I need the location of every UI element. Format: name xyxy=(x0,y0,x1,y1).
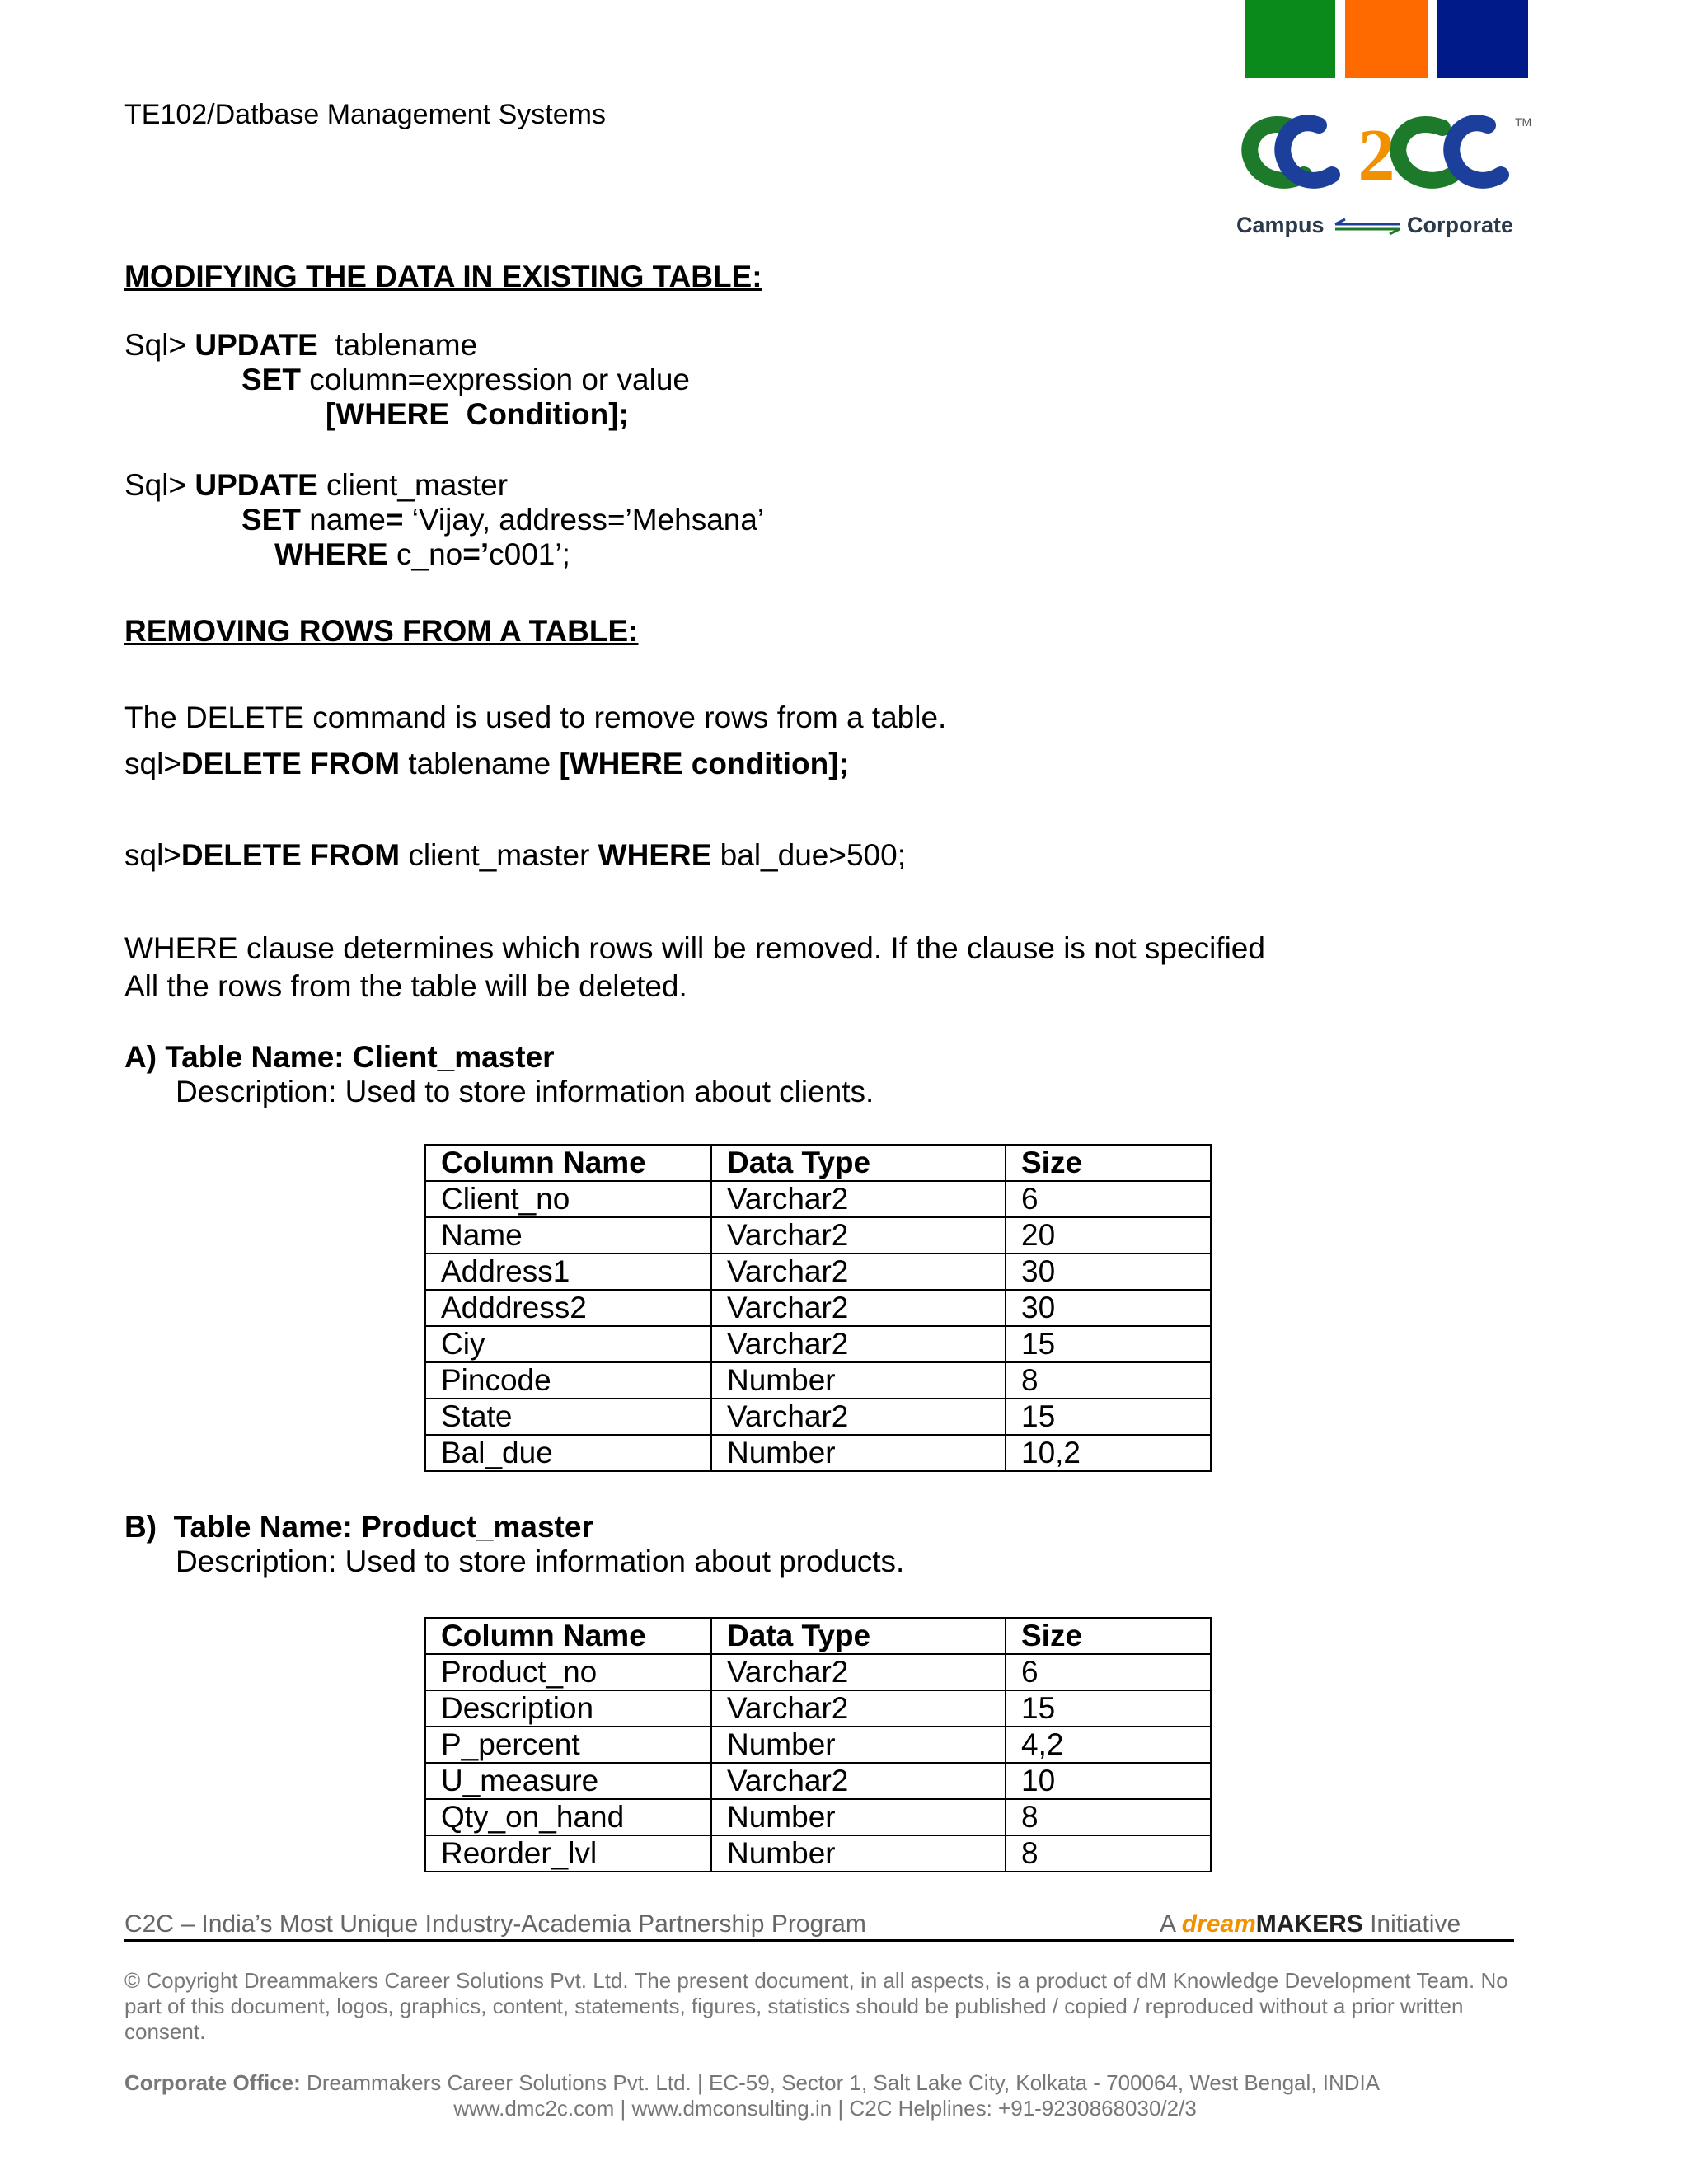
cell: Varchar2 xyxy=(711,1290,1006,1326)
delete-example: sql>DELETE FROM client_master WHERE bal_due>500; xyxy=(124,838,906,872)
cell: Address1 xyxy=(425,1254,711,1290)
table-row xyxy=(425,1254,1211,1290)
brand-block-orange xyxy=(1345,0,1428,78)
delete-syntax: sql>DELETE FROM tablename [WHERE condition]; xyxy=(124,747,849,780)
update-example-line3: WHERE c_no=’c001’; xyxy=(274,537,570,571)
cell: 10 xyxy=(1006,1763,1211,1799)
cell: Qty_on_hand xyxy=(425,1799,711,1835)
column-header: Size xyxy=(1006,1145,1211,1181)
cell: 6 xyxy=(1006,1181,1211,1217)
cell: Number xyxy=(711,1727,1006,1763)
cell: 15 xyxy=(1006,1326,1211,1362)
cell: Varchar2 xyxy=(711,1254,1006,1290)
cell: State xyxy=(425,1399,711,1435)
table-row xyxy=(425,1362,1211,1399)
cell: Varchar2 xyxy=(711,1690,1006,1727)
cell: Description xyxy=(425,1690,711,1727)
svg-text:2: 2 xyxy=(1357,115,1395,196)
where-note-1: WHERE clause determines which rows will be removed. If the clause is not specified xyxy=(124,931,1265,965)
cell: 15 xyxy=(1006,1690,1211,1727)
cell: 10,2 xyxy=(1006,1435,1211,1471)
table-header-row xyxy=(425,1145,1211,1181)
table-header-row xyxy=(425,1618,1211,1654)
update-syntax-where: [WHERE Condition]; xyxy=(326,397,629,431)
logo-tagline-campus: Campus xyxy=(1236,213,1325,237)
table-a-title: A) Table Name: Client_master xyxy=(124,1040,555,1074)
cell: Pincode xyxy=(425,1362,711,1399)
modify-heading: MODIFYING THE DATA IN EXISTING TABLE: xyxy=(124,260,762,293)
cell: 6 xyxy=(1006,1654,1211,1690)
column-header: Data Type xyxy=(711,1145,1006,1181)
table-row xyxy=(425,1654,1211,1690)
cell: Adddress2 xyxy=(425,1290,711,1326)
table-row xyxy=(425,1290,1211,1326)
update-example-line2: SET name= ‘Vijay, address=’Mehsana’ xyxy=(241,503,765,537)
cell: Product_no xyxy=(425,1654,711,1690)
delete-intro: The DELETE command is used to remove rows from a table. xyxy=(124,701,947,734)
corporate-office: Corporate Office: Dreammakers Career Solutions Pvt. Ltd. | EC-59, Sector 1, Salt Lake City, Kolkata - 700064, West Bengal, INDIA xyxy=(124,2070,1381,2095)
cell: 15 xyxy=(1006,1399,1211,1435)
footer-program: C2C – India’s Most Unique Industry-Academia Partnership Program xyxy=(124,1910,866,1938)
column-header: Data Type xyxy=(711,1618,1006,1654)
table-row xyxy=(425,1690,1211,1727)
c2c-logo-mark xyxy=(1236,107,1517,206)
cell: Bal_due xyxy=(425,1435,711,1471)
column-header: Column Name xyxy=(425,1145,711,1181)
table-row xyxy=(425,1326,1211,1362)
client-master-table xyxy=(424,1144,1212,1472)
table-row xyxy=(425,1181,1211,1217)
cell: Ciy xyxy=(425,1326,711,1362)
update-example-line1: Sql> UPDATE client_master xyxy=(124,468,509,502)
column-header: Size xyxy=(1006,1618,1211,1654)
cell: 8 xyxy=(1006,1799,1211,1835)
cell: Number xyxy=(711,1835,1006,1872)
table-b-description: Description: Used to store information about products. xyxy=(176,1544,905,1578)
course-title: TE102/Datbase Management Systems xyxy=(124,99,606,130)
product-master-table xyxy=(424,1617,1212,1872)
double-arrow-icon xyxy=(1334,218,1401,236)
cell: 8 xyxy=(1006,1362,1211,1399)
table-row xyxy=(425,1727,1211,1763)
logo-trademark: TM xyxy=(1515,115,1532,129)
update-syntax-line2: SET column=expression or value xyxy=(241,363,690,396)
cell: Reorder_lvl xyxy=(425,1835,711,1872)
cell: P_percent xyxy=(425,1727,711,1763)
table-row xyxy=(425,1799,1211,1835)
cell: Varchar2 xyxy=(711,1763,1006,1799)
cell: Varchar2 xyxy=(711,1181,1006,1217)
table-row xyxy=(425,1435,1211,1471)
cell: Number xyxy=(711,1435,1006,1471)
logo-tagline-corporate: Corporate xyxy=(1407,213,1514,237)
cell: 30 xyxy=(1006,1254,1211,1290)
cell: 30 xyxy=(1006,1290,1211,1326)
footer-links: www.dmc2c.com | www.dmconsulting.in | C2C Helplines: +91-9230868030/2/3 xyxy=(453,2096,1197,2121)
table-b-title: B) Table Name: Product_master xyxy=(124,1510,593,1544)
brand-block-blue xyxy=(1437,0,1528,78)
copyright-notice: © Copyright Dreammakers Career Solutions Pvt. Ltd. The present document, in all aspects, is a product of dM Knowledge Development Team. No part of this document, logos, graphics, content, statements, figures, statistics should be published / copied / reproduced without a prior written consent. xyxy=(124,1968,1508,2044)
cell: Client_no xyxy=(425,1181,711,1217)
cell: Varchar2 xyxy=(711,1654,1006,1690)
where-note-2: All the rows from the table will be deleted. xyxy=(124,969,687,1003)
table-row xyxy=(425,1835,1211,1872)
table-a-description: Description: Used to store information about clients. xyxy=(176,1075,874,1108)
column-header: Column Name xyxy=(425,1618,711,1654)
cell: 8 xyxy=(1006,1835,1211,1872)
cell: 4,2 xyxy=(1006,1727,1211,1763)
cell: Varchar2 xyxy=(711,1217,1006,1254)
cell: Name xyxy=(425,1217,711,1254)
table-row xyxy=(425,1399,1211,1435)
c2c-logo xyxy=(1236,107,1541,255)
brand-block-green xyxy=(1245,0,1335,78)
remove-heading: REMOVING ROWS FROM A TABLE: xyxy=(124,614,639,648)
cell: Number xyxy=(711,1362,1006,1399)
table-row xyxy=(425,1763,1211,1799)
cell: Varchar2 xyxy=(711,1399,1006,1435)
table-row xyxy=(425,1217,1211,1254)
cell: Varchar2 xyxy=(711,1326,1006,1362)
cell: U_measure xyxy=(425,1763,711,1799)
footer-divider xyxy=(124,1939,1514,1942)
footer-initiative: A dreamMAKERS Initiative xyxy=(1160,1910,1461,1938)
cell: Number xyxy=(711,1799,1006,1835)
update-syntax-line1: Sql> UPDATE tablename xyxy=(124,328,478,362)
cell: 20 xyxy=(1006,1217,1211,1254)
